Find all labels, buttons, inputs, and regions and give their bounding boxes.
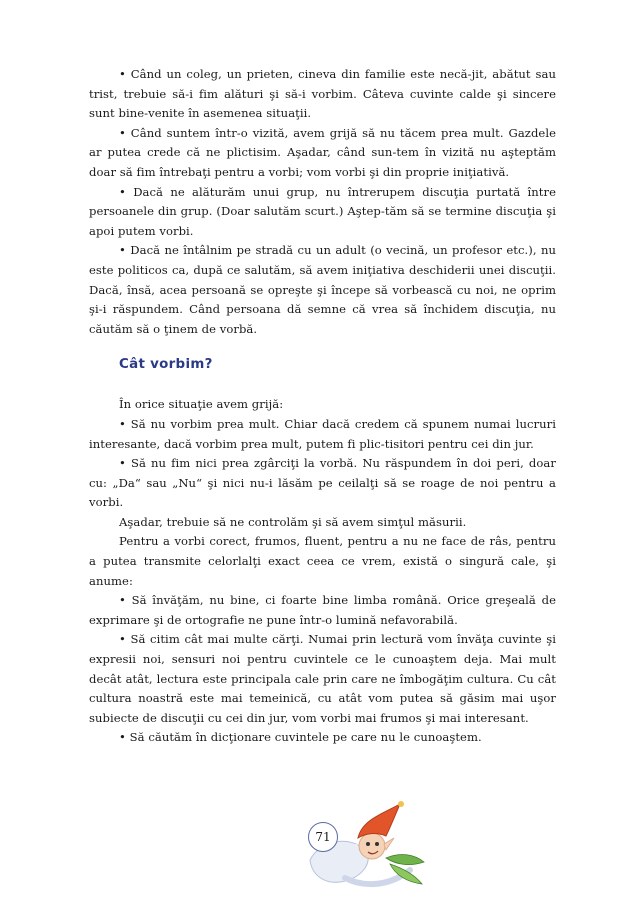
paragraph: • Când suntem într-o vizită, avem grijă să nu tăcem prea mult. Gazdele ar putea crede că ne plictisim. Aşadar, când sun-tem în vizită nu aşteptăm doar să fim întrebaţi pentru a vorbi; vom vorbi şi din proprie iniţiativă.	[89, 125, 556, 179]
paragraph: • Dacă ne întâlnim pe stradă cu un adult (o vecină, un profesor etc.), nu este politicos ca, după ce salutăm, să avem iniţiativa deschiderii unei discuţii. Dacă, însă, acea persoană se opreşte şi începe să vorbească cu noi, ne oprim şi-i răspundem. Când persoana dă semne că vrea să închidem discuţia, nu căutăm să o ţinem de vorbă.	[89, 243, 556, 336]
page-body	[89, 65, 556, 748]
paragraph: • Dacă ne alăturăm unui grup, nu întrerupem discuţia purtată între persoanele din grup. (Doar salutăm scurt.) Aştep-tăm să se termine discuţia şi apoi putem vorbi.	[89, 184, 556, 238]
paragraph: Aşadar, trebuie să ne controlăm şi să avem simţul măsurii.	[119, 514, 467, 529]
paragraph: În orice situaţie avem grijă:	[119, 397, 284, 412]
paragraph: • Să căutăm în dicţionare cuvintele pe care nu le cunoaştem.	[119, 730, 482, 745]
paragraph: • Să citim cât mai multe cărţi. Numai prin lectură vom învăţa cuvinte şi expresii noi, sensuri noi pentru cuvintele ce le cunoaştem deja. Mai mult decât atât, lectura este principala cale prin care ne îmbogăţim cultura. Cu cât cultura noastră este mai temeinică, cu atât vom putea să găsim mai uşor subiecte de discuţii cu cei din jur, vom vorbi mai frumos şi mai interesant.	[89, 632, 556, 725]
page-footer	[290, 800, 450, 895]
paragraph: • Să învăţăm, nu bine, ci foarte bine limba română. Orice greşeală de exprimare şi de ortografie ne pune într-o lumină nefavorabilă.	[89, 593, 556, 627]
paragraph: • Să nu vorbim prea mult. Chiar dacă credem că spunem numai lucruri interesante, dacă vorbim prea mult, putem fi plic-tisitori pentru cei din jur.	[89, 416, 556, 451]
paragraph: • Să nu fim nici prea zgârciţi la vorbă. Nu răspundem în doi peri, doar cu: „Da“ sau „Nu“ şi nici nu-i lăsăm pe ceilalţi să se roage de noi pentru a vorbi.	[89, 456, 556, 510]
page-number: 71	[308, 822, 338, 852]
paragraph: Pentru a vorbi corect, frumos, fluent, pentru a nu ne face de râs, pentru a putea transmite celorlalţi exact ceea ce vrem, există o singură cale, şi anume:	[89, 534, 556, 588]
section-heading: Cât vorbim?	[119, 357, 213, 373]
paragraph: • Când un coleg, un prieten, cineva din familie este necă-jit, abătut sau trist, trebuie să-i fim alături şi să-i vorbim. Câteva cuvinte calde şi sincere sunt bine-venite în asemenea situaţii.	[89, 67, 556, 121]
